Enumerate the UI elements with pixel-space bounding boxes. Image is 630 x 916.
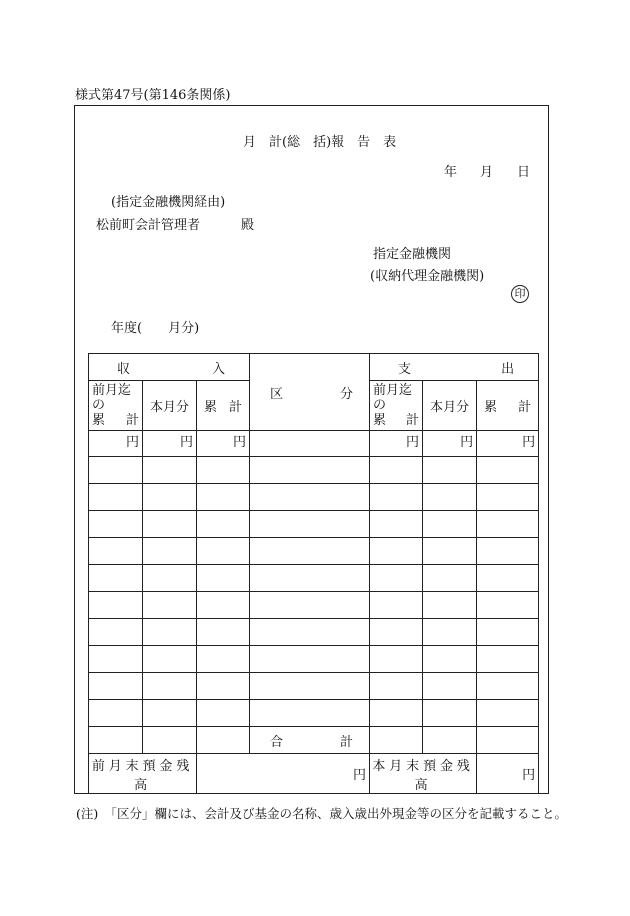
honorific: 殿 (241, 218, 255, 233)
table-row (89, 457, 539, 484)
yen-unit: 円 (423, 431, 477, 457)
report-title: 月 計(総 括)報 告 表 (243, 135, 397, 150)
category-cell (250, 431, 370, 457)
yen-unit: 円 (143, 431, 197, 457)
income-this-month-header: 本 月 分 (143, 381, 197, 431)
table-row (89, 646, 539, 673)
expense-this-month-header: 本 月 分 (423, 381, 477, 431)
yen-unit: 円 (477, 754, 539, 794)
table-row (89, 619, 539, 646)
category-header: 区 分 (250, 354, 370, 431)
expense-prev-cumulative-header: 前月迄の 累 計 (370, 381, 423, 431)
seal-mark: 印 (511, 285, 529, 303)
prev-balance-label: 前月末預金残高 (89, 754, 197, 794)
income-header: 収 入 (89, 354, 250, 381)
total-label: 合 計 (250, 727, 370, 754)
table-row (89, 592, 539, 619)
income-cumulative-header: 累 計 (197, 381, 250, 431)
date-month: 月 (480, 165, 494, 180)
via-bank: (指定金融機関経由) (111, 195, 226, 210)
yen-unit: 円 (197, 754, 370, 794)
yen-unit: 円 (370, 431, 423, 457)
table-row (89, 431, 539, 457)
date-day: 日 (517, 165, 531, 180)
footnote: (注) 「区分」欄には、会計及び基金の名称、歳入歳出外現金等の区分を記載すること。 (76, 806, 568, 821)
expense-cumulative-header: 累 計 (477, 381, 539, 431)
sender-bank: 指定金融機関 (373, 247, 452, 262)
fiscal-year-line: 年度( 月分) (111, 321, 200, 336)
date-year: 年 (444, 165, 458, 180)
yen-unit: 円 (89, 431, 143, 457)
expense-header: 支 出 (370, 354, 539, 381)
ledger-table (88, 353, 539, 794)
sender-agent-bank: (収納代理金融機関) (370, 269, 485, 284)
this-balance-label: 本月末預金残高 (370, 754, 477, 794)
balance-row (89, 754, 539, 794)
total-row (89, 727, 539, 754)
table-row (89, 700, 539, 727)
table-row (89, 538, 539, 565)
yen-unit: 円 (197, 431, 250, 457)
table-row (89, 673, 539, 700)
table-row (89, 565, 539, 592)
yen-unit: 円 (477, 431, 539, 457)
form-number: 様式第47号(第146条関係) (75, 88, 231, 103)
table-row (89, 484, 539, 511)
table-row (89, 511, 539, 538)
addressee: 松前町会計管理者 (96, 218, 201, 233)
income-prev-cumulative-header: 前月迄の 累 計 (89, 381, 143, 431)
